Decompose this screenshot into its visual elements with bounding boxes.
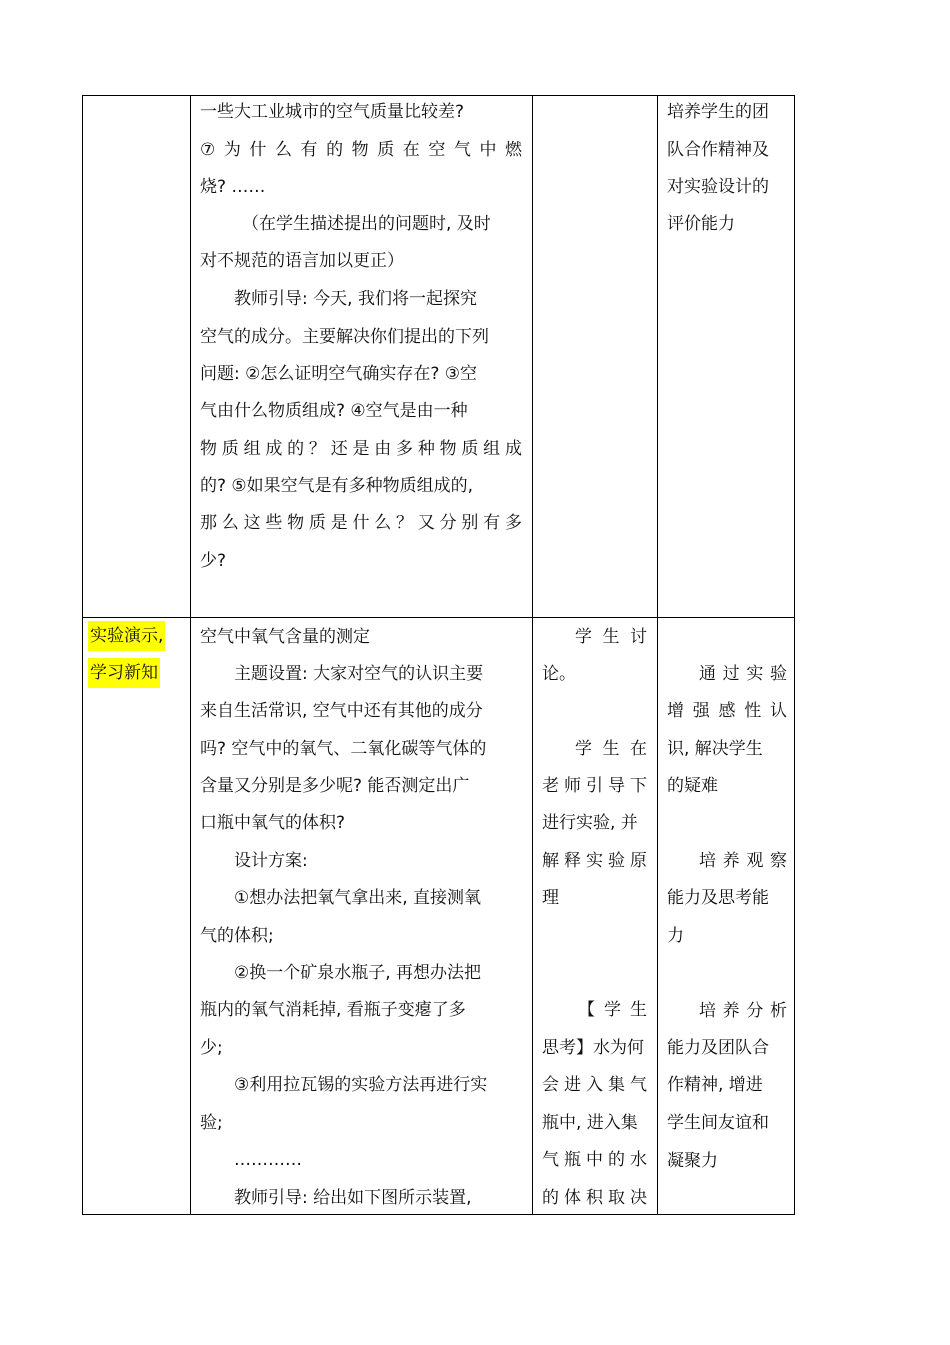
table-border-bottom: [82, 1214, 795, 1215]
text-line: 学 生 讨: [575, 627, 647, 647]
text-line: …………: [234, 1150, 302, 1170]
section-title: 空气中氧气含量的测定: [200, 627, 370, 647]
text-line: 口瓶中氧气的体积?: [200, 813, 346, 833]
text-line: 会 进 入 集 气: [542, 1075, 647, 1095]
text-line: 问题: ②怎么证明空气确实存在? ③空: [200, 364, 478, 384]
text-line: （在学生描述提出的问题时, 及时: [242, 214, 491, 234]
text-line: 增 强 感 性 认: [667, 701, 787, 721]
text-line: 解 释 实 验 原: [542, 851, 647, 871]
text-line: 烧? ……: [200, 177, 266, 197]
column-divider-2: [532, 95, 533, 1215]
table-border-right: [794, 95, 795, 1215]
text-line: 气 瓶 中 的 水: [542, 1150, 647, 1170]
text-line: 空气的成分。主要解决你们提出的下列: [200, 327, 489, 347]
text-line: 能力及团队合: [667, 1038, 769, 1058]
text-line: 设计方案:: [234, 851, 308, 871]
text-line: 瓶中, 进入集: [542, 1113, 638, 1133]
text-line: ②换一个矿泉水瓶子, 再想办法把: [234, 963, 482, 983]
stage-label-line: [88, 621, 165, 651]
text-line: 教师引导: 给出如下图所示装置,: [234, 1188, 472, 1208]
text-line: 瓶内的氧气消耗掉, 看瓶子变瘪了多: [200, 1000, 466, 1020]
text-line: ⑦ 为 什 么 有 的 物 质 在 空 气 中 燃: [200, 140, 522, 160]
text-line: 对实验设计的: [667, 177, 769, 197]
row-divider: [82, 617, 795, 618]
text-line: 凝聚力: [667, 1151, 718, 1171]
text-line: 进行实验, 并: [542, 813, 638, 833]
text-line: 主题设置: 大家对空气的认识主要: [234, 664, 484, 684]
text-line: 少?: [200, 551, 227, 571]
column-divider-1: [190, 95, 191, 1215]
column-divider-3: [657, 95, 658, 1215]
text-line: 的疑难: [667, 776, 718, 796]
text-line: 吗? 空气中的氧气、二氧化碳等气体的: [200, 739, 487, 759]
text-line: 含量又分别是多少呢? 能否测定出广: [200, 776, 470, 796]
table-border-top: [82, 95, 795, 96]
text-line: 通 过 实 验: [699, 664, 787, 684]
text-line: 来自生活常识, 空气中还有其他的成分: [200, 701, 483, 721]
text-line: 老 师 引 导 下: [542, 776, 647, 796]
text-line: 能力及思考能: [667, 888, 769, 908]
text-line: 培 养 观 察: [699, 851, 787, 871]
text-line: 培 养 分 析: [699, 1001, 787, 1021]
text-line: 验;: [200, 1113, 223, 1133]
highlighted-text: 实验演示,: [88, 621, 165, 651]
text-line: 一些大工业城市的空气质量比较差?: [200, 102, 465, 122]
text-line: 教师引导: 今天, 我们将一起探究: [234, 289, 477, 309]
text-line: 少;: [200, 1038, 223, 1058]
text-line: 队合作精神及: [667, 140, 769, 160]
text-line: 论。: [542, 664, 576, 684]
text-line: 评价能力: [667, 214, 735, 234]
stage-label-line: [88, 658, 160, 688]
text-line: 学生间友谊和: [667, 1113, 769, 1133]
text-line: 的 体 积 取 决: [542, 1188, 647, 1208]
text-line: ①想办法把氧气拿出来, 直接测氧: [234, 888, 482, 908]
text-line: 学 生 在: [575, 739, 647, 759]
table-border-left: [82, 95, 83, 1215]
text-line: ③利用拉瓦锡的实验方法再进行实: [234, 1075, 488, 1095]
text-line: 那 么 这 些 物 质 是 什 么 ？ 又 分 别 有 多: [200, 513, 522, 533]
text-line: 物 质 组 成 的 ？ 还 是 由 多 种 物 质 组 成: [200, 439, 522, 459]
text-line: 【 学 生: [578, 1000, 647, 1020]
text-line: 气由什么物质组成? ④空气是由一种: [200, 401, 468, 421]
text-line: 作精神, 增进: [667, 1075, 763, 1095]
text-line: 培养学生的团: [667, 102, 769, 122]
text-line: 对不规范的语言加以更正）: [200, 251, 404, 271]
text-line: 力: [667, 926, 684, 946]
highlighted-text: 学习新知: [88, 658, 160, 688]
text-line: 思考】水为何: [542, 1038, 644, 1058]
text-line: 理: [542, 888, 559, 908]
text-line: 气的体积;: [200, 926, 274, 946]
text-line: 的? ⑤如果空气是有多种物质组成的,: [200, 476, 474, 496]
text-line: 识, 解决学生: [667, 739, 763, 759]
